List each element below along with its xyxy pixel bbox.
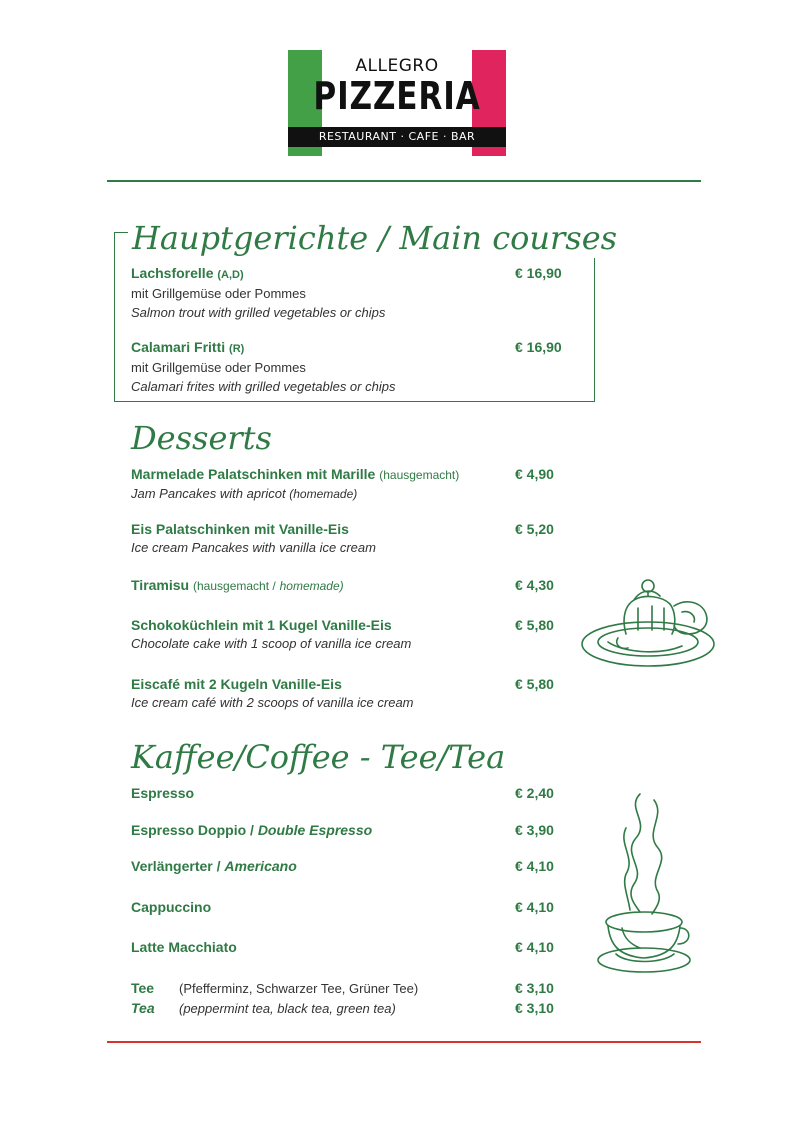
menu-item-verlaengerter [131,857,571,875]
item-price: € 4,30 [515,577,554,593]
menu-item-marmelade [131,465,571,504]
coffee-tea-title: Kaffee/Coffee - Tee/Tea [131,738,506,776]
item-name: Tiramisu [131,577,190,593]
menu-item-schokokuechlein [131,616,571,653]
logo-pizzeria: PIZZERIA [313,74,481,118]
tea-desc-de: (Pfefferminz, Schwarzer Tee, Grüner Tee) [179,981,419,996]
main-courses-title: Hauptgerichte / Main courses [132,219,618,257]
item-name: Marmelade Palatschinken mit Marille [131,466,376,482]
item-note: (hausgemacht) [379,468,460,482]
item-name-en: Double Espresso [257,822,373,838]
item-desc-en: Salmon trout with grilled vegetables or chips [131,305,386,320]
item-note-de: (hausgemacht / [193,579,276,593]
item-note-en: homemade) [279,579,344,593]
tea-desc-en: (peppermint tea, black tea, green tea) [179,1001,396,1016]
tea-price-en: € 3,10 [515,1000,554,1016]
item-price: € 5,80 [515,676,554,692]
item-desc-en: Ice cream café with 2 scoops of vanilla ice cream [131,695,414,710]
item-price: € 3,90 [515,822,554,838]
coffee-cup-sketch-icon [596,788,696,980]
item-name: Espresso Doppio / [131,822,254,838]
item-allergen: (A,D) [217,269,244,281]
menu-item-espresso [131,784,571,802]
menu-item-calamari [131,338,571,396]
item-price: € 4,10 [515,899,554,915]
item-price: € 5,20 [515,521,554,537]
item-name-en: Americano [224,858,297,874]
menu-item-tiramisu [131,576,571,595]
item-name: Verlängerter / [131,858,221,874]
item-name: Eiscafé mit 2 Kugeln Vanille-Eis [131,676,342,692]
item-name: Cappuccino [131,899,212,915]
item-name: Lachsforelle [131,265,214,281]
item-price: € 4,90 [515,466,554,482]
item-name: Eis Palatschinken mit Vanille-Eis [131,521,349,537]
bottom-divider [107,1041,701,1043]
logo-allegro: ALLEGRO [355,56,439,76]
cake-sketch-icon [578,572,718,672]
top-divider [107,180,701,182]
logo-tagline: RESTAURANT · CAFE · BAR [288,127,506,147]
menu-item-latte-macchiato [131,938,571,956]
item-name: Latte Macchiato [131,939,237,955]
main-courses-title-wrap [128,218,625,258]
item-desc-note: (homemade) [289,487,358,501]
menu-item-lachsforelle [131,264,571,322]
item-desc-en: Ice cream Pancakes with vanilla ice cream [131,540,376,555]
item-price: € 5,80 [515,617,554,633]
item-price: € 2,40 [515,785,554,801]
item-price: € 4,10 [515,939,554,955]
tea-row-de [131,979,418,998]
desserts-title: Desserts [131,419,272,457]
menu-item-eiscafe [131,675,571,712]
menu-item-cappuccino [131,898,571,916]
tea-row-en [131,999,396,1018]
item-name: Schokoküchlein mit 1 Kugel Vanille-Eis [131,617,392,633]
tea-label-en: Tea [131,1000,155,1016]
menu-item-eis-palatschinken [131,520,571,557]
logo [288,50,506,156]
item-price: € 16,90 [515,339,562,355]
item-desc-en: Chocolate cake with 1 scoop of vanilla ice cream [131,636,412,651]
item-desc-de: mit Grillgemüse oder Pommes [131,286,306,301]
item-name: Calamari Fritti [131,339,226,355]
item-name: Espresso [131,785,195,801]
item-price: € 4,10 [515,858,554,874]
item-desc-de: mit Grillgemüse oder Pommes [131,360,306,375]
tea-label-de: Tee [131,980,155,996]
item-desc-en: Calamari frites with grilled vegetables or chips [131,379,396,394]
item-allergen: (R) [229,343,245,355]
tea-price-de: € 3,10 [515,980,554,996]
menu-item-espresso-doppio [131,821,571,839]
item-desc-en: Jam Pancakes with apricot [131,486,286,501]
item-price: € 16,90 [515,265,562,281]
